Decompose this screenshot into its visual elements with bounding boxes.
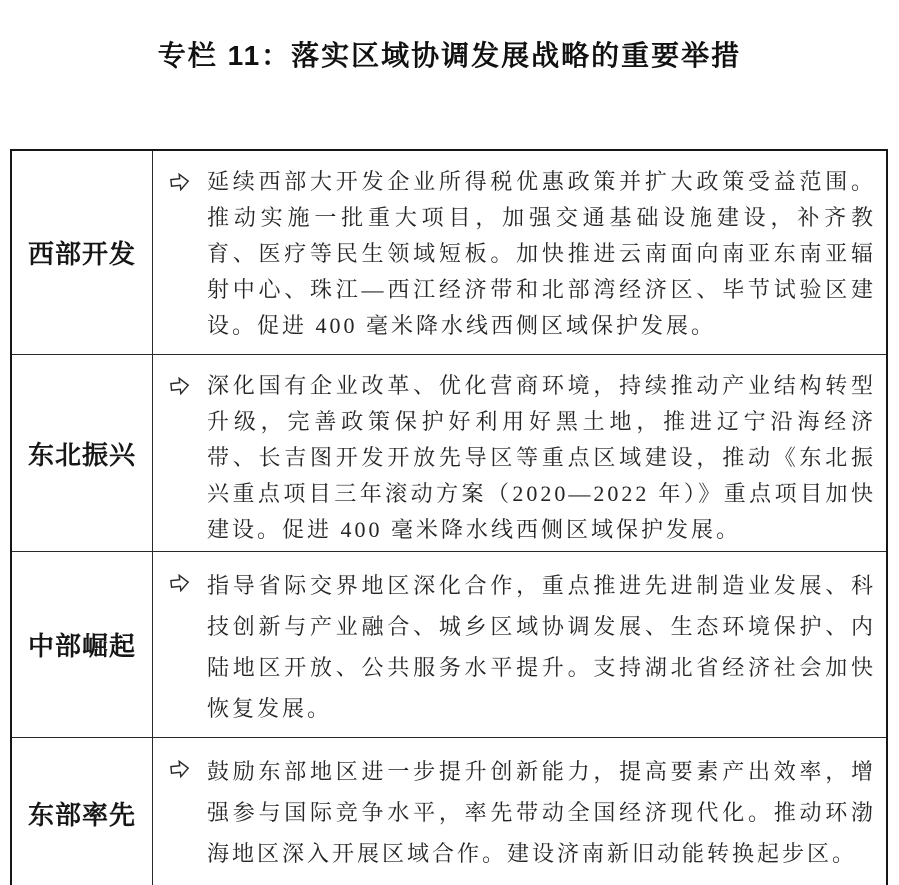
measure-text: 深化国有企业改革、优化营商环境，持续推动产业结构转型升级，完善政策保护好利用好黑土地，推进辽宁沿海经济带、长吉图开发开放先导区等重点区域建设，推动《东北振兴重点项目三年滚动方案（2020—2022 年）》重点项目加快建设。促进 400 毫米降水线西侧区域保护发展。: [207, 373, 876, 542]
measure-cell: [153, 738, 886, 885]
document-page: [0, 34, 899, 885]
hollow-right-arrow-icon: [169, 171, 191, 193]
measure-text: 指导省际交界地区深化合作，重点推进先进制造业发展、科技创新与产业融合、城乡区域协调发展、生态环境保护、内陆地区开放、公共服务水平提升。支持湖北省经济社会加快恢复发展。: [207, 573, 876, 721]
hollow-right-arrow-icon: [169, 375, 191, 397]
region-label-central: 中部崛起: [12, 552, 153, 737]
measure-text: 延续西部大开发企业所得税优惠政策并扩大政策受益范围。推动实施一批重大项目，加强交通基础设施建设，补齐教育、医疗等民生领域短板。加快推进云南面向南亚东南亚辐射中心、珠江—西江经济带和北部湾经济区、毕节试验区建设。促进 400 毫米降水线西侧区域保护发展。: [207, 169, 876, 338]
hollow-right-arrow-icon: [169, 572, 191, 594]
region-label-east: 东部率先: [12, 738, 153, 885]
table-row: [12, 737, 886, 885]
table-row: [12, 551, 886, 737]
measure-cell: [153, 355, 886, 551]
measures-table: [10, 149, 888, 885]
region-label-northeast: 东北振兴: [12, 355, 153, 551]
region-label-west: 西部开发: [12, 151, 153, 354]
measure-text: 鼓励东部地区进一步提升创新能力，提高要素产出效率，增强参与国际竞争水平，率先带动全国经济现代化。推动环渤海地区深入开展区域合作。建设济南新旧动能转换起步区。: [207, 759, 876, 866]
table-row: [12, 354, 886, 551]
measure-cell: [153, 552, 886, 737]
table-row: [12, 151, 886, 354]
measure-cell: [153, 151, 886, 354]
page-title: 专栏 11：落实区域协调发展战略的重要举措: [157, 40, 742, 71]
hollow-right-arrow-icon: [169, 758, 191, 780]
